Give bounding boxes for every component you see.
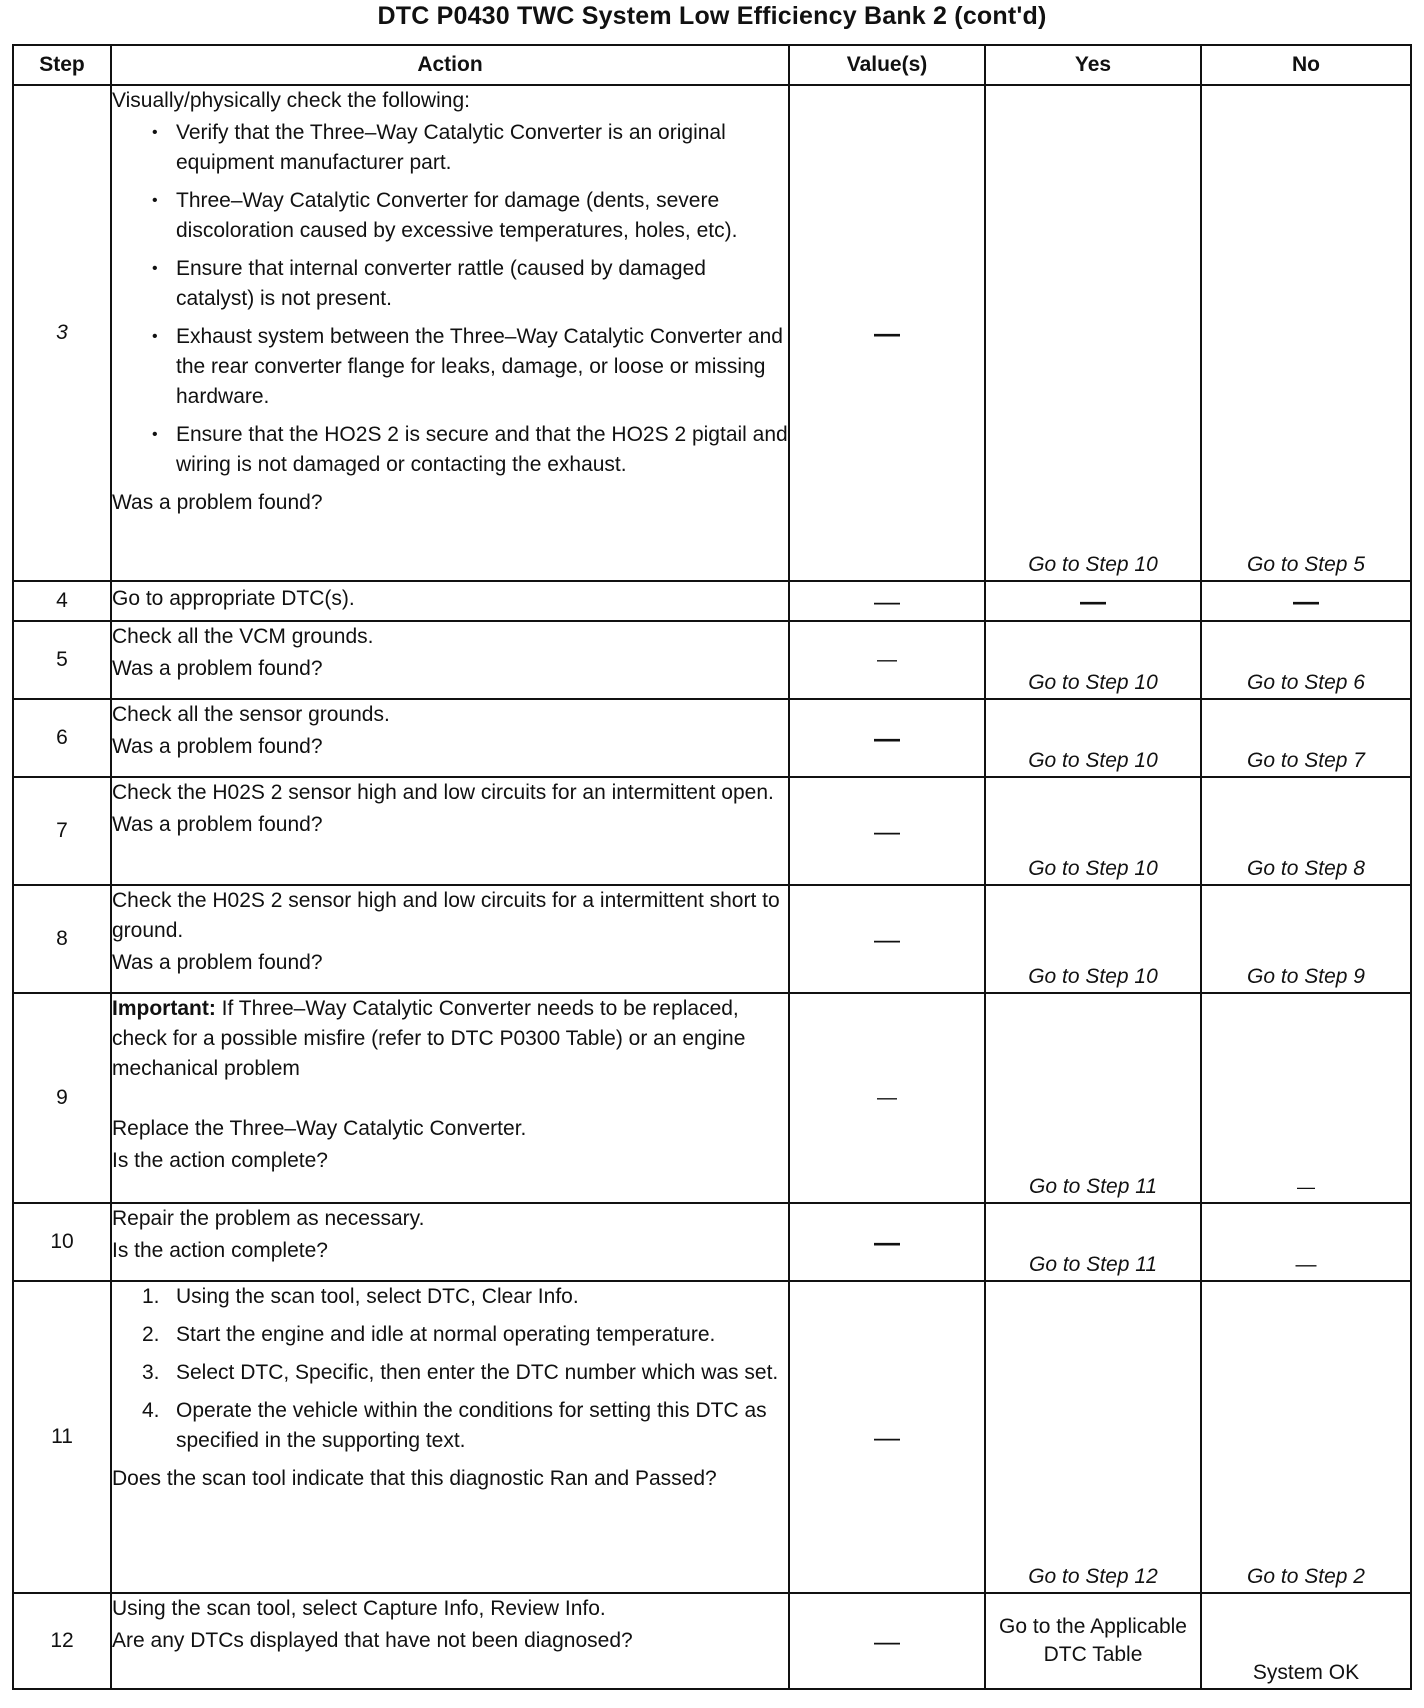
table-row-step-8 [13, 885, 1411, 993]
yes-cell: Go to Step 10 [985, 85, 1201, 581]
action-intro: Visually/physically check the following: [112, 89, 470, 112]
action-text: Check all the VCM grounds. [112, 625, 374, 648]
header-step: Step [13, 45, 111, 85]
action-cell [111, 1203, 789, 1281]
list-item: • Verify that the Three–Way Catalytic Converter is an original equipment manufacturer part. [112, 118, 788, 178]
yes-cell: Go to Step 12 [985, 1281, 1201, 1593]
no-cell: System OK [1201, 1593, 1411, 1689]
check-list [112, 118, 788, 480]
action-cell [111, 85, 789, 581]
list-text: Using the scan tool, select DTC, Clear Info. [176, 1285, 579, 1308]
no-cell: Go to Step 9 [1201, 885, 1411, 993]
list-item: • Ensure that the HO2S 2 is secure and that the HO2S 2 pigtail and wiring is not damaged or contacting the exhaust. [112, 420, 788, 480]
yes-cell: Go to Step 11 [985, 1203, 1201, 1281]
action-question: Is the action complete? [112, 1149, 328, 1172]
list-item: • Exhaust system between the Three–Way Catalytic Converter and the rear converter flange for leaks, damage, or loose or missing hardware. [112, 322, 788, 412]
table-row-step-9 [13, 993, 1411, 1203]
step-number: 5 [13, 621, 111, 699]
yes-cell: Go to Step 10 [985, 885, 1201, 993]
table-row-step-6 [13, 699, 1411, 777]
yes-cell: Go to Step 10 [985, 777, 1201, 885]
important-note [112, 994, 788, 1084]
value-cell: — [789, 699, 985, 777]
action-cell [111, 581, 789, 621]
step-number: 6 [13, 699, 111, 777]
value-cell: — [789, 993, 985, 1203]
action-text: Repair the problem as necessary. [112, 1207, 425, 1230]
no-cell: — [1201, 993, 1411, 1203]
value-cell: — [789, 1593, 985, 1689]
table-row-step-12 [13, 1593, 1411, 1689]
action-text: Replace the Three–Way Catalytic Converter. [112, 1117, 527, 1140]
value-cell: — [789, 621, 985, 699]
action-cell [111, 993, 789, 1203]
list-number: 1. [142, 1285, 160, 1308]
value-cell: — [789, 581, 985, 621]
page-title: DTC P0430 TWC System Low Efficiency Bank 2 (cont'd) [377, 2, 1047, 30]
action-question: Was a problem found? [112, 491, 323, 514]
header-action: Action [111, 45, 789, 85]
no-cell: — [1201, 581, 1411, 621]
step-number: 12 [13, 1593, 111, 1689]
table-row-step-5 [13, 621, 1411, 699]
list-text: Start the engine and idle at normal operating temperature. [176, 1323, 716, 1346]
action-text: Check all the sensor grounds. [112, 703, 390, 726]
action-cell [111, 777, 789, 885]
header-no: No [1201, 45, 1411, 85]
table-row-step-10 [13, 1203, 1411, 1281]
no-cell: Go to Step 7 [1201, 699, 1411, 777]
value-cell: — [789, 885, 985, 993]
step-number: 3 [13, 85, 111, 581]
yes-cell: Go to the Applicable DTC Table [985, 1593, 1201, 1689]
list-item [112, 1282, 788, 1312]
action-question: Are any DTCs displayed that have not been diagnosed? [112, 1629, 633, 1652]
list-item [112, 1396, 788, 1456]
list-item: • Three–Way Catalytic Converter for damage (dents, severe discoloration caused by excessive temperatures, holes, etc). [112, 186, 788, 246]
no-cell: Go to Step 5 [1201, 85, 1411, 581]
list-number: 3. [142, 1361, 160, 1384]
step-number: 10 [13, 1203, 111, 1281]
step-number: 4 [13, 581, 111, 621]
value-cell: — [789, 85, 985, 581]
value-cell: — [789, 1203, 985, 1281]
action-text: Using the scan tool, select Capture Info, Review Info. [112, 1597, 606, 1620]
procedure-list [112, 1282, 788, 1456]
yes-cell: Go to Step 10 [985, 699, 1201, 777]
action-cell [111, 699, 789, 777]
list-text: Select DTC, Specific, then enter the DTC number which was set. [176, 1361, 779, 1384]
action-cell [111, 621, 789, 699]
header-value: Value(s) [789, 45, 985, 85]
diagnostic-table [12, 44, 1412, 1690]
step-number: 8 [13, 885, 111, 993]
table-row-step-7 [13, 777, 1411, 885]
no-cell: — [1201, 1203, 1411, 1281]
value-cell: — [789, 1281, 985, 1593]
list-number: 4. [142, 1399, 160, 1422]
action-question: Does the scan tool indicate that this diagnostic Ran and Passed? [112, 1467, 717, 1490]
header-yes: Yes [985, 45, 1201, 85]
important-text: If Three–Way Catalytic Converter needs to be replaced, check for a possible misfire (refer to DTC P0300 Table) or an engine mechanical problem [112, 997, 746, 1080]
value-cell: — [789, 777, 985, 885]
important-label: Important: [112, 997, 216, 1020]
action-question: Was a problem found? [112, 657, 323, 680]
action-cell [111, 885, 789, 993]
yes-cell: Go to Step 10 [985, 621, 1201, 699]
yes-cell: Go to Step 11 [985, 993, 1201, 1203]
action-question: Was a problem found? [112, 735, 323, 758]
header-row [13, 45, 1411, 85]
table-row-step-3 [13, 85, 1411, 581]
table-row-step-11 [13, 1281, 1411, 1593]
list-item [112, 1358, 788, 1388]
action-cell [111, 1281, 789, 1593]
list-item [112, 1320, 788, 1350]
action-question: Is the action complete? [112, 1239, 328, 1262]
action-cell [111, 1593, 789, 1689]
action-text: Check the H02S 2 sensor high and low circuits for a intermittent short to ground. [112, 889, 780, 942]
list-number: 2. [142, 1323, 160, 1346]
table-row-step-4 [13, 581, 1411, 621]
action-text: Check the H02S 2 sensor high and low circuits for an intermittent open. [112, 781, 774, 804]
step-number: 9 [13, 993, 111, 1203]
list-item: • Ensure that internal converter rattle (caused by damaged catalyst) is not present. [112, 254, 788, 314]
step-number: 7 [13, 777, 111, 885]
no-cell: Go to Step 2 [1201, 1281, 1411, 1593]
no-cell: Go to Step 6 [1201, 621, 1411, 699]
action-question: Was a problem found? [112, 813, 323, 836]
no-cell: Go to Step 8 [1201, 777, 1411, 885]
action-question: Was a problem found? [112, 951, 323, 974]
step-number: 11 [13, 1281, 111, 1593]
yes-cell: — [985, 581, 1201, 621]
list-text: Operate the vehicle within the conditions for setting this DTC as specified in the supporting text. [176, 1399, 767, 1452]
action-text: Go to appropriate DTC(s). [112, 587, 355, 610]
